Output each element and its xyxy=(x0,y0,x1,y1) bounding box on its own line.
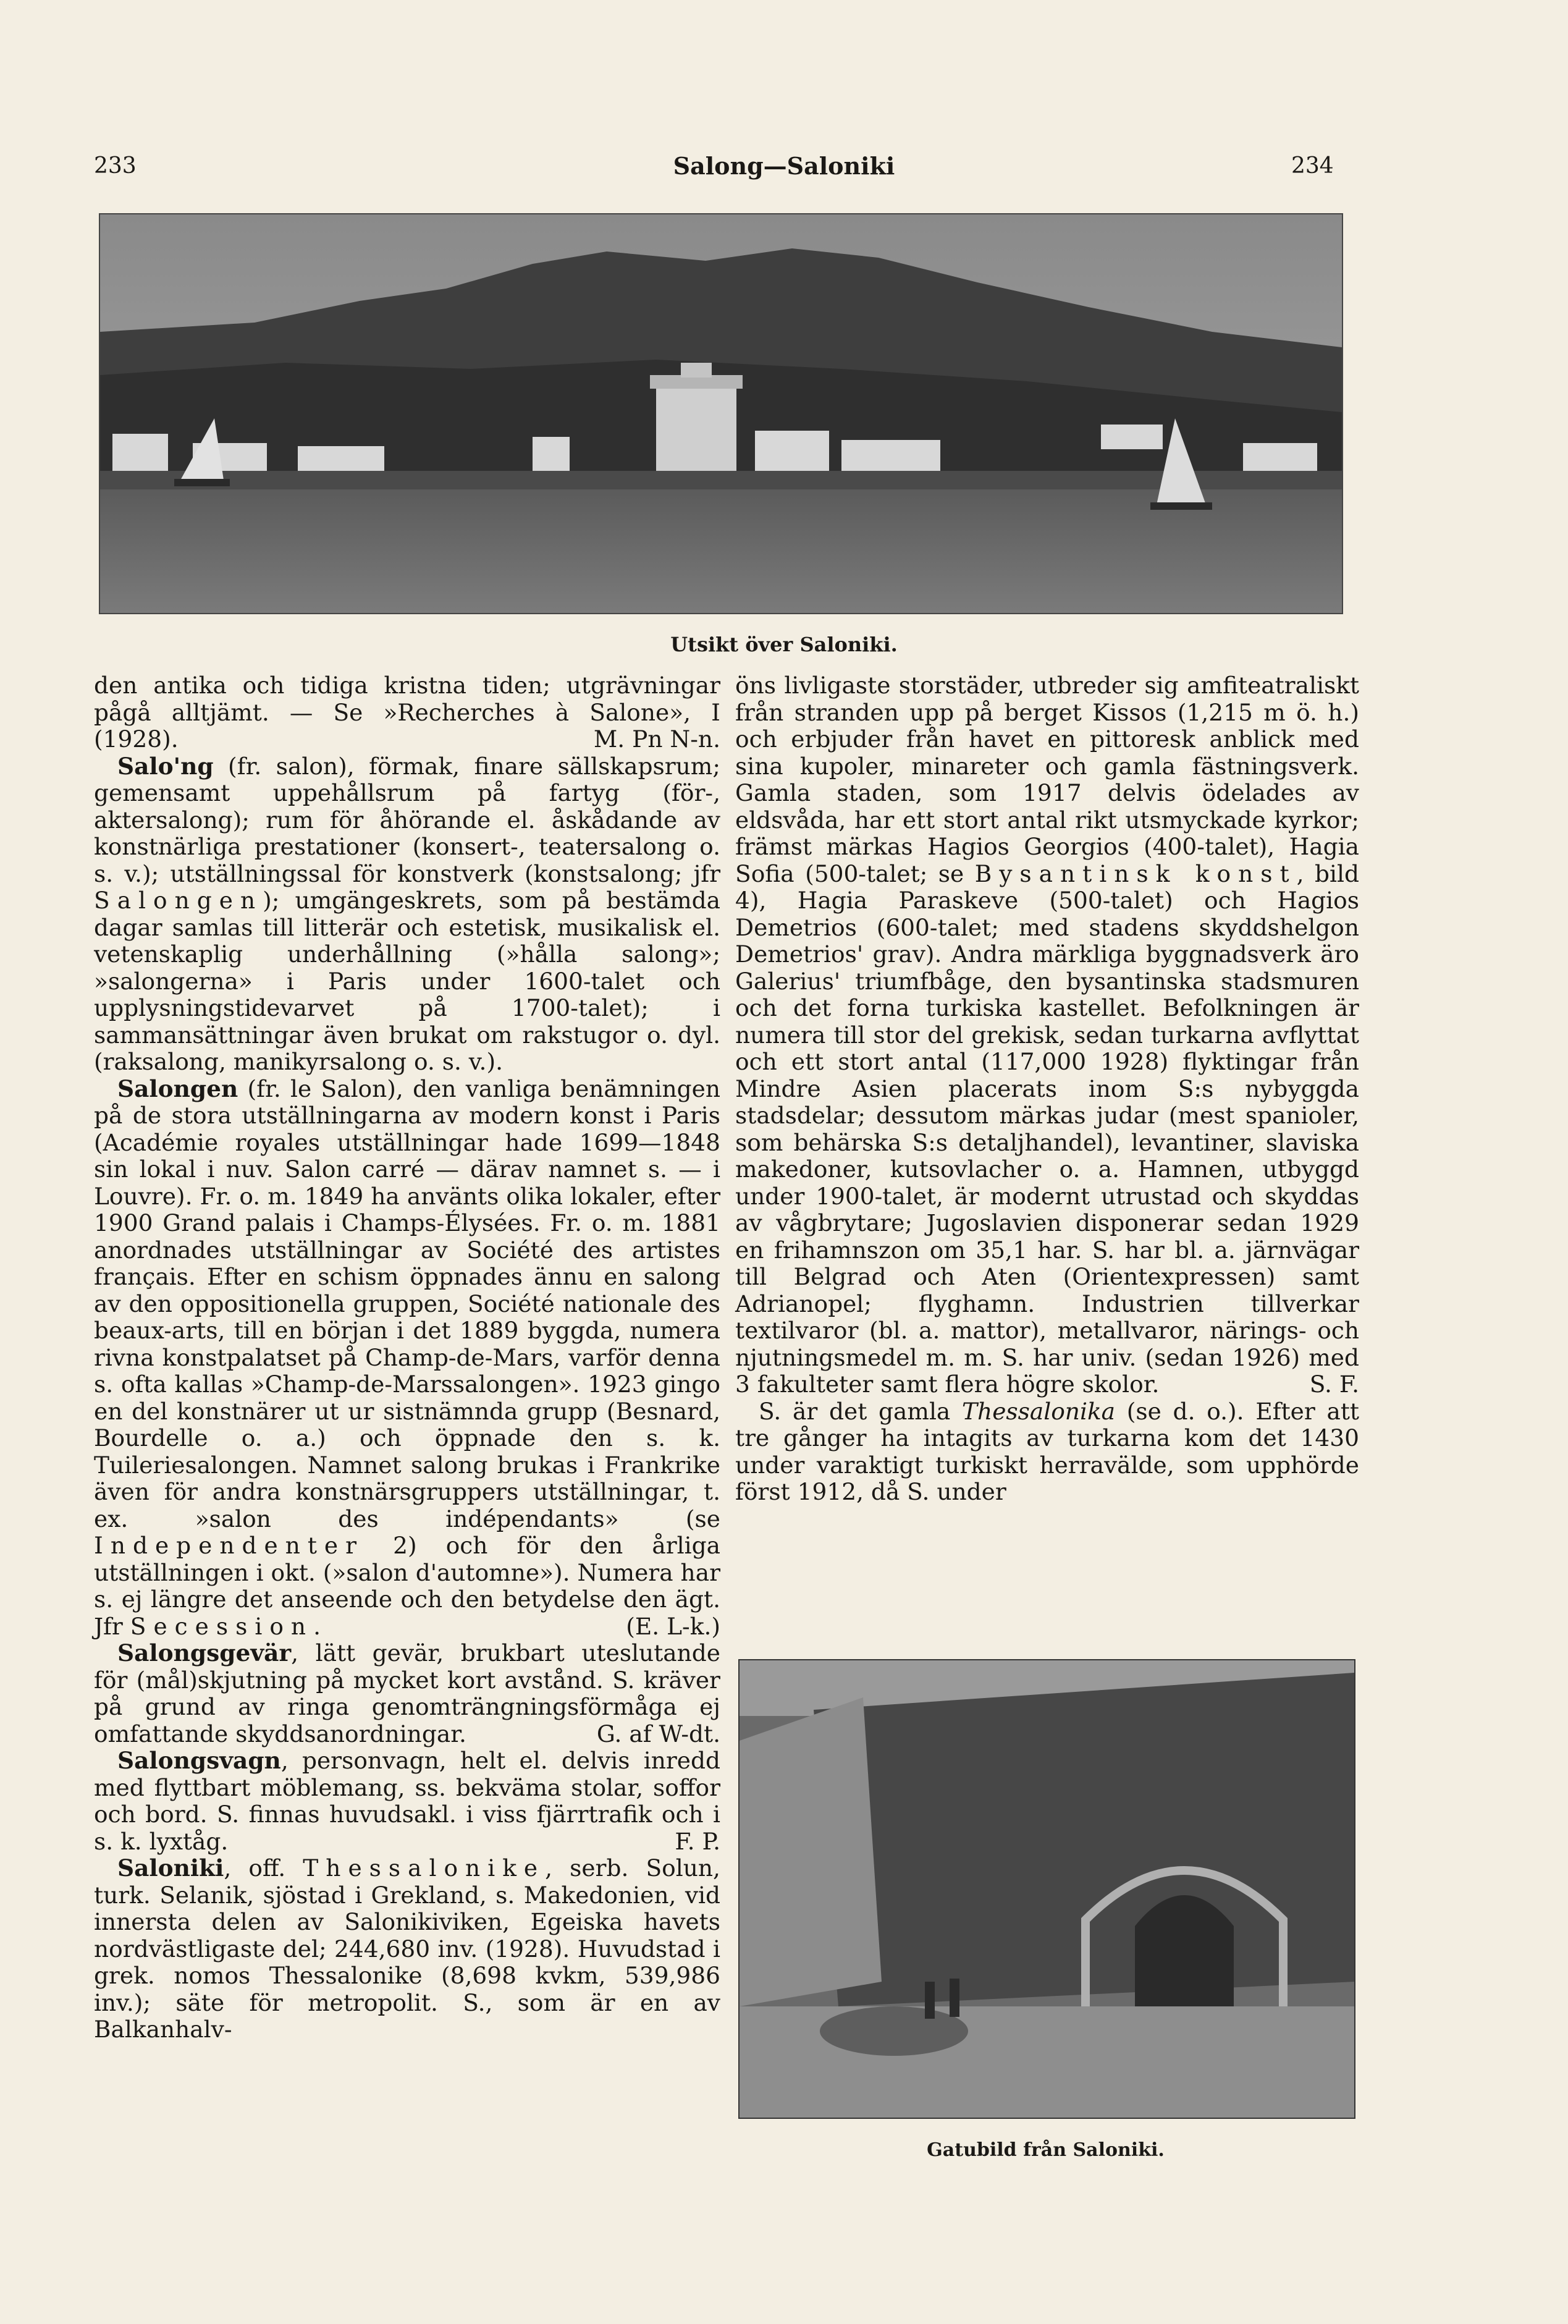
page-number-left: 233 xyxy=(94,153,137,179)
entry-salong xyxy=(94,753,720,1076)
cross-reference: Secession xyxy=(130,1612,314,1640)
right-column xyxy=(735,672,1359,1506)
entry-saloniki-text-2: , serb. Solun, turk. Selanik, sjöstad i Grekland, s. Makedonien, vid innersta delen av Salonikiviken, Egeiska havets nordvästligaste del; 244,680 inv. (1928). Huvudstad i grek. nomos Thessalonike (8,698 kvkm, 539,986 inv.); säte för metropolit. S., som är en av Balkanhalv- xyxy=(94,1854,720,2043)
entry-salongen-text-2: 2) och för den årliga utställningen i okt. (»salon d'automne»). Numera har s. ej längre det anseende och den betydelse den ägt. Jfr xyxy=(94,1532,720,1640)
paragraph-history xyxy=(735,1398,1359,1506)
entry-salongsgevar xyxy=(94,1640,720,1747)
headword-salongsgevar: Salongsgevär xyxy=(117,1639,292,1667)
history-text-2: (se d. o.). Efter att tre gånger ha intagits av turkarna kom det 1430 under varaktigt turkiskt herravälde, som upphörde först 1912, då S. under xyxy=(735,1397,1360,1505)
entry-salongen-text: (fr. le Salon), den vanliga benämningen på de stora utställningarna av modern konst i Paris (Académie royales utställningar hade 1699—1848 sin lokal i nuv. Salon carré — därav namnet s. — i Louvre). Fr. o. m. 1849 ha använts olika lokaler, efter 1900 Grand palais i Champs-Élysées. Fr. o. m. 1881 anordnades utställningar av Société des artistes français. Efter en schism öppnades ännu en salong av den oppositionella gruppen, Société nationale des beaux-arts, till en början i det 1889 byggda, numera rivna konstpalatset på Champ-de-Mars, varför denna s. ofta kallas »Champ-de-Marssalongen». 1923 gingo en del konstnärer ut ur sistnämnda grupp (Besnard, Bourdelle o. a.) och öppnade den s. k. Tuileriesalongen. Namnet salong brukas i Frankrike även för andra konstnärsgruppers utställningar, t. ex. »salon des indépendants» (se xyxy=(94,1075,720,1532)
photo-view-of-saloniki xyxy=(99,213,1343,614)
cross-reference: Thessalonike xyxy=(303,1854,546,1882)
page-number-right: 234 xyxy=(1291,153,1334,179)
bottom-photo-caption: Gatubild från Saloniki. xyxy=(927,2139,1165,2161)
signature: G. af W-dt. xyxy=(596,1720,720,1747)
history-text: S. är det gamla xyxy=(759,1397,963,1425)
entry-salongen xyxy=(94,1076,720,1641)
entry-salongsvagn-text: , personvagn, helt el. delvis inredd med flyttbart möblemang, ss. bekväma stolar, soffor och bord. S. finnas huvudsakl. i viss fjärrtrafik och i s. k. lyxtåg. xyxy=(94,1747,720,1855)
paragraph-intro xyxy=(94,672,720,753)
entry-salongsgevar-text: , lätt gevär, brukbart uteslutande för (mål)skjutning på mycket kort avstånd. S. kräver på grund av ringa genomträngningsförmåga ej omfattande skyddsanordningar. xyxy=(94,1639,720,1747)
saloniki-continued-text: öns livligaste storstäder, utbreder sig amfiteatraliskt från stranden upp på berget Kissos (1,215 m ö. h.) och erbjuder från havet en pittoresk anblick med sina kupoler, minareter och gamla fästningsverk. Gamla staden, som 1917 delvis ödelades av eldsvåda, har ett stort antal rikt utsmyckade kyrkor; främst märkas Hagios Georgios (400-talet), Hagia Sofia (500-talet; se xyxy=(735,672,1359,887)
entry-saloniki-text: , off. xyxy=(224,1854,303,1882)
headword-saloniki: Saloniki xyxy=(117,1854,224,1882)
entry-salong-text: (fr. salon), förmak, finare sällskapsrum; gemensamt uppehållsrum på fartyg (för-, aktersalong); rum för åhörande el. åskådande av konstnärliga prestationer (konsert-, teatersalong o. s. v.); utställningssal för konstverk (konstsalong; jfr xyxy=(94,752,720,887)
entry-saloniki xyxy=(94,1855,720,2043)
running-head: Salong—Saloniki xyxy=(673,152,895,180)
signature: (E. L-k.) xyxy=(626,1612,720,1640)
photo-street-scene xyxy=(738,1659,1355,2119)
cross-reference: Independenter xyxy=(94,1532,365,1559)
headword-salongen: Salongen xyxy=(117,1075,238,1102)
paragraph-saloniki-continued xyxy=(735,672,1359,1398)
italic-name: Thessalonika xyxy=(962,1397,1116,1425)
entry-salongen-text-3: . xyxy=(313,1612,321,1640)
signature: F. P. xyxy=(675,1827,720,1855)
intro-text: den antika och tidiga kristna tiden; utgrävningar pågå alltjämt. — Se »Recherches à Salone», I (1928). xyxy=(94,672,720,753)
top-photo-caption: Utsikt över Saloniki. xyxy=(670,633,898,656)
signature: S. F. xyxy=(1309,1371,1359,1398)
cross-reference: Bysantinsk konst xyxy=(974,860,1297,887)
cross-reference: Salongen xyxy=(94,887,263,914)
headword-salong: Salo'ng xyxy=(117,752,214,780)
saloniki-continued-text-2: , bild 4), Hagia Paraskeve (500-talet) och Hagios Demetrios (600-talet; med stadens skyddshelgon Demetrios' grav). Andra märkliga byggnadsverk äro Galerius' triumfbåge, den bysantinska stadsmuren och det forna turkiska kastellet. Befolkningen är numera till stor del grekisk, sedan turkarna avflyttat och ett stort antal (117,000 1928) flyktingar från Mindre Asien placerats inom S:s nybyggda stadsdelar; dessutom märkas judar (mest spanioler, som behärska S:s detaljhandel), levantiner, slaviska makedoner, kutsovlacher o. a. Hamnen, utbyggd under 1900-talet, är modernt utrustad och skyddas av vågbrytare; Jugoslavien disponerar sedan 1929 en frihamnszon om 35,1 har. S. har bl. a. järnvägar till Belgrad och Aten (Orientexpressen) samt Adrianopel; flyghamn. Industrien tillverkar textilvaror (bl. a. mattor), metallvaror, närings- och njutningsmedel m. m. S. har univ. (sedan 1926) med 3 fakulteter samt flera högre skolor. xyxy=(735,860,1359,1398)
headword-salongsvagn: Salongsvagn xyxy=(117,1747,281,1774)
signature: M. Pn N-n. xyxy=(593,725,720,753)
entry-salongsvagn xyxy=(94,1747,720,1855)
left-column xyxy=(94,672,720,2043)
entry-salong-text-2: ); umgängeskrets, som på bestämda dagar samlas till litterär och estetisk, musikalisk el. vetenskaplig underhållning (»hålla salong»; »salongerna» i Paris under 1600-talet och upplysningstidevarvet på 1700-talet); i sammansättningar även brukat om rakstugor o. dyl. (raksalong, manikyrsalong o. s. v.). xyxy=(94,887,720,1075)
